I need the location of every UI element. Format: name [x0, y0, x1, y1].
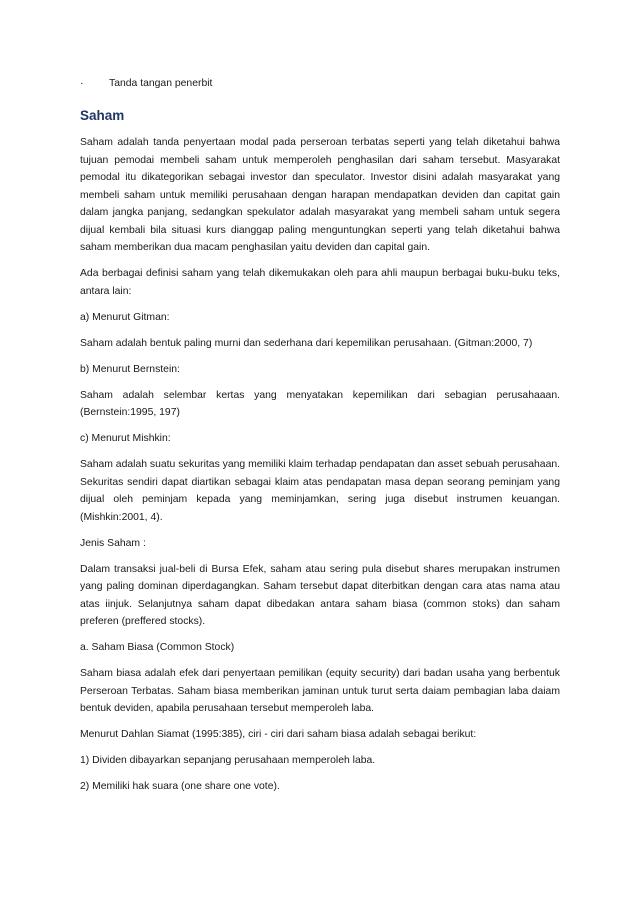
paragraph-transaksi: Dalam transaksi jual-beli di Bursa Efek, saham atau sering pula disebut shares merupakan instrumen yang paling dominan diperdagangkan. Saham tersebut dapat diterbitkan dengan cara atas nama atau atas iinjuk. Selanjutnya saham dapat dibedakan antara saham biasa (common stoks) dan saham preferen (preffered stocks). — [80, 563, 560, 627]
bullet-text: Tanda tangan penerbit — [109, 78, 213, 89]
paragraph-intro: Saham adalah tanda penyertaan modal pada perseroan terbatas seperti yang telah diketahui bahwa tujuan pemodai membeli saham untuk memperoleh penghasilan dari saham tersebut. Masyarakat pemodal itu dikategorikan sebagai investor dan speculator. Investor disini adalah masyarakat yang membeli saham untuk memiliki perusahaan dengan harapan mendapatkan deviden dan capitat gain dalam jangka panjang, sedangkan spekulator adalah masyarakat yang membeli saham untuk segera dijual kembali bila situasi kurs dianggap paling menguntungkan seperti yang telah diketahui bahwa saham memberikan dua macam penghasilan yaitu deviden dan capital gain. — [80, 137, 560, 253]
paragraph-jenis-saham: Jenis Saham : — [80, 537, 146, 549]
body-text — [80, 134, 560, 804]
paragraph-saham-biasa-label: a. Saham Biasa (Common Stock) — [80, 642, 235, 653]
paragraph-saham-biasa: Saham biasa adalah efek dari penyertaan pemilikan (equity security) dari badan usaha yang berbentuk Perseroan Terbatas. Saham biasa memberikan jaminan untuk turut serta daiam pembagian laba daiam bentuk deviden, apabila perusahaan tersebut memperoleh laba. — [80, 668, 560, 714]
section-heading: Saham — [80, 108, 125, 123]
paragraph-ciri-intro: Menurut Dahlan Siamat (1995:385), ciri - ciri dari saham biasa adalah sebagai berikut: — [80, 729, 477, 740]
paragraph-gitman-label: a) Menurut Gitman: — [80, 311, 170, 323]
paragraph-ciri-2: 2) Memiliki hak suara (one share one vote). — [80, 781, 280, 792]
paragraph-mishkin-label: c) Menurut Mishkin: — [80, 433, 171, 444]
paragraph-gitman: Saham adalah bentuk paling murni dan sederhana dari kepemilikan perusahaan. (Gitman:2000, 7) — [80, 337, 533, 349]
bullet-item — [80, 75, 560, 93]
paragraph-definitions: Ada berbagai definisi saham yang telah dikemukakan oleh para ahli maupun berbagai buku-buku teks, antara lain: — [80, 268, 560, 297]
paragraph-bernstein-label: b) Menurut Bernstein: — [80, 363, 180, 375]
paragraph-mishkin: Saham adalah suatu sekuritas yang memiliki klaim terhadap pendapatan dan asset sebuah perusahaan. Sekuritas sendiri dapat diartikan sebagai klaim atas pendapatan masa depan seorang peminjam yang dijual oleh peminjam kepada yang meminjamkan, sering juga disebut instrumen keuangan. (Mishkin:2001, 4). — [80, 459, 561, 523]
paragraph-ciri-1: 1) Dividen dibayarkan sepanjang perusahaan memperoleh laba. — [80, 755, 376, 766]
bullet-marker: · — [80, 78, 84, 89]
paragraph-bernstein: Saham adalah selembar kertas yang menyatakan kepemilikan dari sebagian perusahaaan. (Bernstein:1995, 197) — [80, 389, 560, 418]
